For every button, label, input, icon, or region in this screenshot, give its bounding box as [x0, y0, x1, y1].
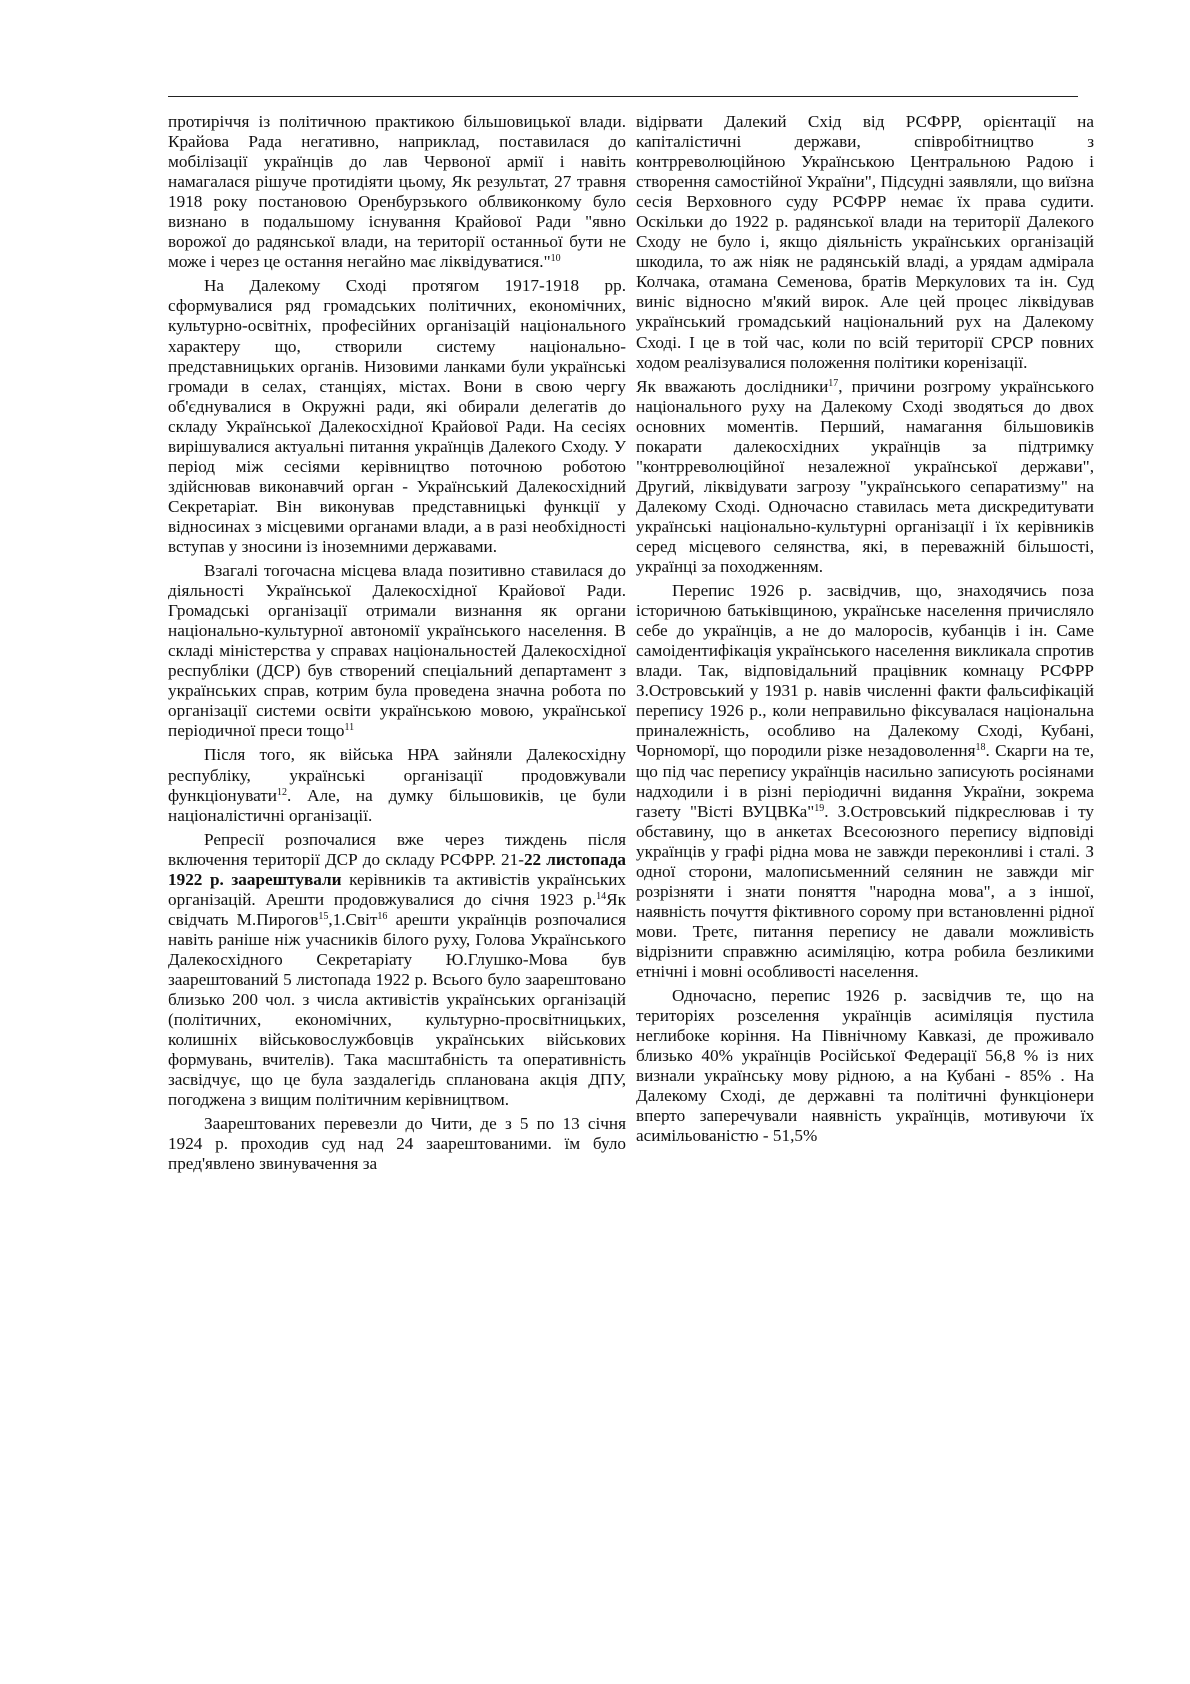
footnote-ref: 19 [814, 802, 825, 814]
footnote-ref: 18 [975, 742, 986, 754]
text-run: протиріччя із політичною практикою більшовицької влади. Крайова Рада негативно, наприклад, поставилася до мобілізації українців до лав Червоної армії і навіть намагалася рішуче протидіяти цьому, Як результат, 27 травня 1918 року постановою Оренбурзького облвиконкому було визнано в подальшому існування Крайової Ради "явно ворожої до радянської влади, на території останньої бути не може і через це остання негайно має ліквідуватися." [168, 112, 626, 272]
footnote-ref: 15 [318, 910, 329, 922]
footnote-ref: 17 [828, 377, 839, 389]
text-run: Репресії розпочалися вже через тиждень після включення території ДСР до складу РСФРР. 21- [168, 829, 626, 869]
paragraph [168, 561, 626, 741]
text-run: Заарештованих перевезли до Чити, де з 5 по 13 січня 1924 р. проходив суд над 24 заарештованими. їм було пред'явлено звинувачення за [168, 1114, 626, 1174]
text-run: Перепис 1926 р. засвідчив, що, знаходячись поза історичною батьківщиною, українське населення причисляло себе до українців, а не до малоросів, кубанців і ін. Саме самоідентифікація українського населення викликала спротив влади. Так, відповідальний працівник комнацу РСФРР З.Островський у 1931 р. навів численні факти фальсифікацій перепису 1926 р., коли неправильно фіксувалася національна приналежність, особливо на Далекому Сході, Кубані, Чорноморї, що породили різке незадоволення [636, 581, 1094, 761]
text-run: . Але, на думку більшовиків, це були націоналістичні організації. [168, 785, 626, 825]
footnote-ref: 11 [344, 722, 355, 734]
paragraph [168, 276, 626, 557]
right-column [636, 112, 1094, 1146]
paragraph [168, 745, 626, 825]
footnote-ref: 10 [550, 253, 561, 265]
text-run: . Скарги на те, що під час перепису українців насильно записують росіянами надходили і в різні періодичні видання України, зокрема газету "Вісті ВУЦВКа" [636, 741, 1094, 821]
text-run: Як вважають дослідники [636, 376, 829, 396]
text-run: Після того, як війська НРА зайняли Далекосхідну республіку, українські організації продовжували функціонувати [168, 745, 626, 805]
paragraph [636, 377, 1094, 577]
header-rule [168, 96, 1078, 97]
text-run: Взагалі тогочасна місцева влада позитивно ставилася до діяльності Української Далекосхідної Крайової Ради. Громадські організації отримали визнання як органи національно-культурної автономії українського населення. В складі міністерства у справах національностей Далекосхідної республіки (ДСР) був створений спеціальний департамент з українських справ, котрим була проведена значна робота по організації системи освіти українською мовою, української періодичної преси тощо [168, 561, 626, 741]
paragraph [168, 830, 626, 1111]
footnote-ref: 14 [596, 890, 607, 902]
text-run: ,1.Світ [328, 909, 378, 929]
left-column [168, 112, 626, 1174]
text-run: . З.Островський підкреслював і ту обставину, що в анкетах Всесоюзного перепису відповіді українців у графі рідна мова не завжди переконливі і сталі. З одної сторони, малописьменний селянин не завжди міг розрізняти і знати поняття "народна мова", а з іншої, наявність почуття фіктивного сорому при встановленні рідної мови. Третє, питання перепису не давали можливість відрізнити справжню асиміляцію, котра робила безликими етнічні і мовні особливості населення. [636, 801, 1094, 981]
text-run: керівників та активістів українських організацій. Арешти продовжувалися до січня 1923 р. [168, 869, 627, 909]
text-run: арешти українців розпочалися навіть раніше ніж учасників білого руху, Голова Українського Далекосхідного Секретаріату Ю.Глушко-Мова був заарештований 5 листопада 1922 р. Всього було заарештовано близько 200 чол. з числа активістів українських організацій (політичних, економічних, культурно-просвітницьких, колишніх військовослужбовців українських військових формувань, вчителів). Така масштабність та оперативність засвідчує, що це була заздалегідь спланована акція ДПУ, погоджена з вищим політичним керівництвом. [168, 909, 626, 1110]
text-run: На Далекому Сході протягом 1917-1918 рр. сформувалися ряд громадських політичних, економічних, культурно-освітніх, професійних організацій національного характеру що, створили систему національно-представницьких органів. Низовими ланками були українські громади в селах, станціях, містах. Вони в свою чергу об'єднувалися в Окружні ради, які обирали делегатів до складу Української Далекосхідної Крайової Ради. На сесіях вирішувалися актуальні питання українців Далекого Сходу. У період між сесіями керівництво поточною роботою здійснював виконавчий орган - Український Далекосхідний Секретаріат. Він виконував представницькі функції у відносинах з місцевими органами влади, а в разі необхідності вступав у зносини із іноземними державами. [168, 276, 626, 556]
footnote-ref: 16 [377, 910, 388, 922]
text-run: Одночасно, перепис 1926 р. засвідчив те, що на територіях розселення українців асиміляція пустила неглибоке коріння. На Північному Кавказі, де проживало близько 40% українців Російської Федерації 56,8 % із них визнали українську мову рідною, а на Кубані - 85% . На Далекому Сході, де державні та політичні функціонери вперто заперечували наявність українців, мотивуючи їх асимільованістю - 51,5% [636, 986, 1094, 1146]
paragraph [168, 1114, 626, 1174]
text-run: Як свідчать М.Пирогов [168, 889, 626, 929]
paragraph [168, 112, 626, 272]
text-run: відірвати Далекий Схід від РСФРР, орієнтації на капіталістичні держави, співробітництво з контрреволюційною Українською Центральною Радою і створення самостійної України", Підсудні заявляли, що виїзна сесія Верховного суду РСФРР немає їх права судити. Оскільки до 1922 р. радянської влади на території Далекого Сходу не було і, якщо діяльність українських організацій шкодила, то аж ніяк не радянській владі, а урядам адмірала Колчака, отамана Семенова, братів Меркулових та ін. Суд виніс відносно м'який вирок. Але цей процес ліквідував український громадський національний рух на Далекому Сході. І це в той час, коли по всій території СРСР повних ходом реалізувалися положення політики коренізації. [636, 112, 1094, 372]
bold-text-run: 22 листопада 1922 р. заарештували [168, 849, 626, 889]
footnote-ref: 12 [277, 786, 287, 798]
text-run: , причини розгрому українського національного руху на Далекому Сході зводяться до двох основних моментів. Перший, намагання більшовиків покарати далекосхідних українців за підтримку "контрреволюційної незалежної української держави", Другий, ліквідувати загрозу "українського сепаратизму" на Далекому Сході. Одночасно ставилась мета дискредитувати українські національно-культурні організації і їх керівників серед місцевого селянства, які, в переважній більшості, українці за походженням. [636, 376, 1094, 577]
paragraph [636, 581, 1094, 982]
paragraph [636, 112, 1094, 373]
paragraph [636, 986, 1094, 1146]
